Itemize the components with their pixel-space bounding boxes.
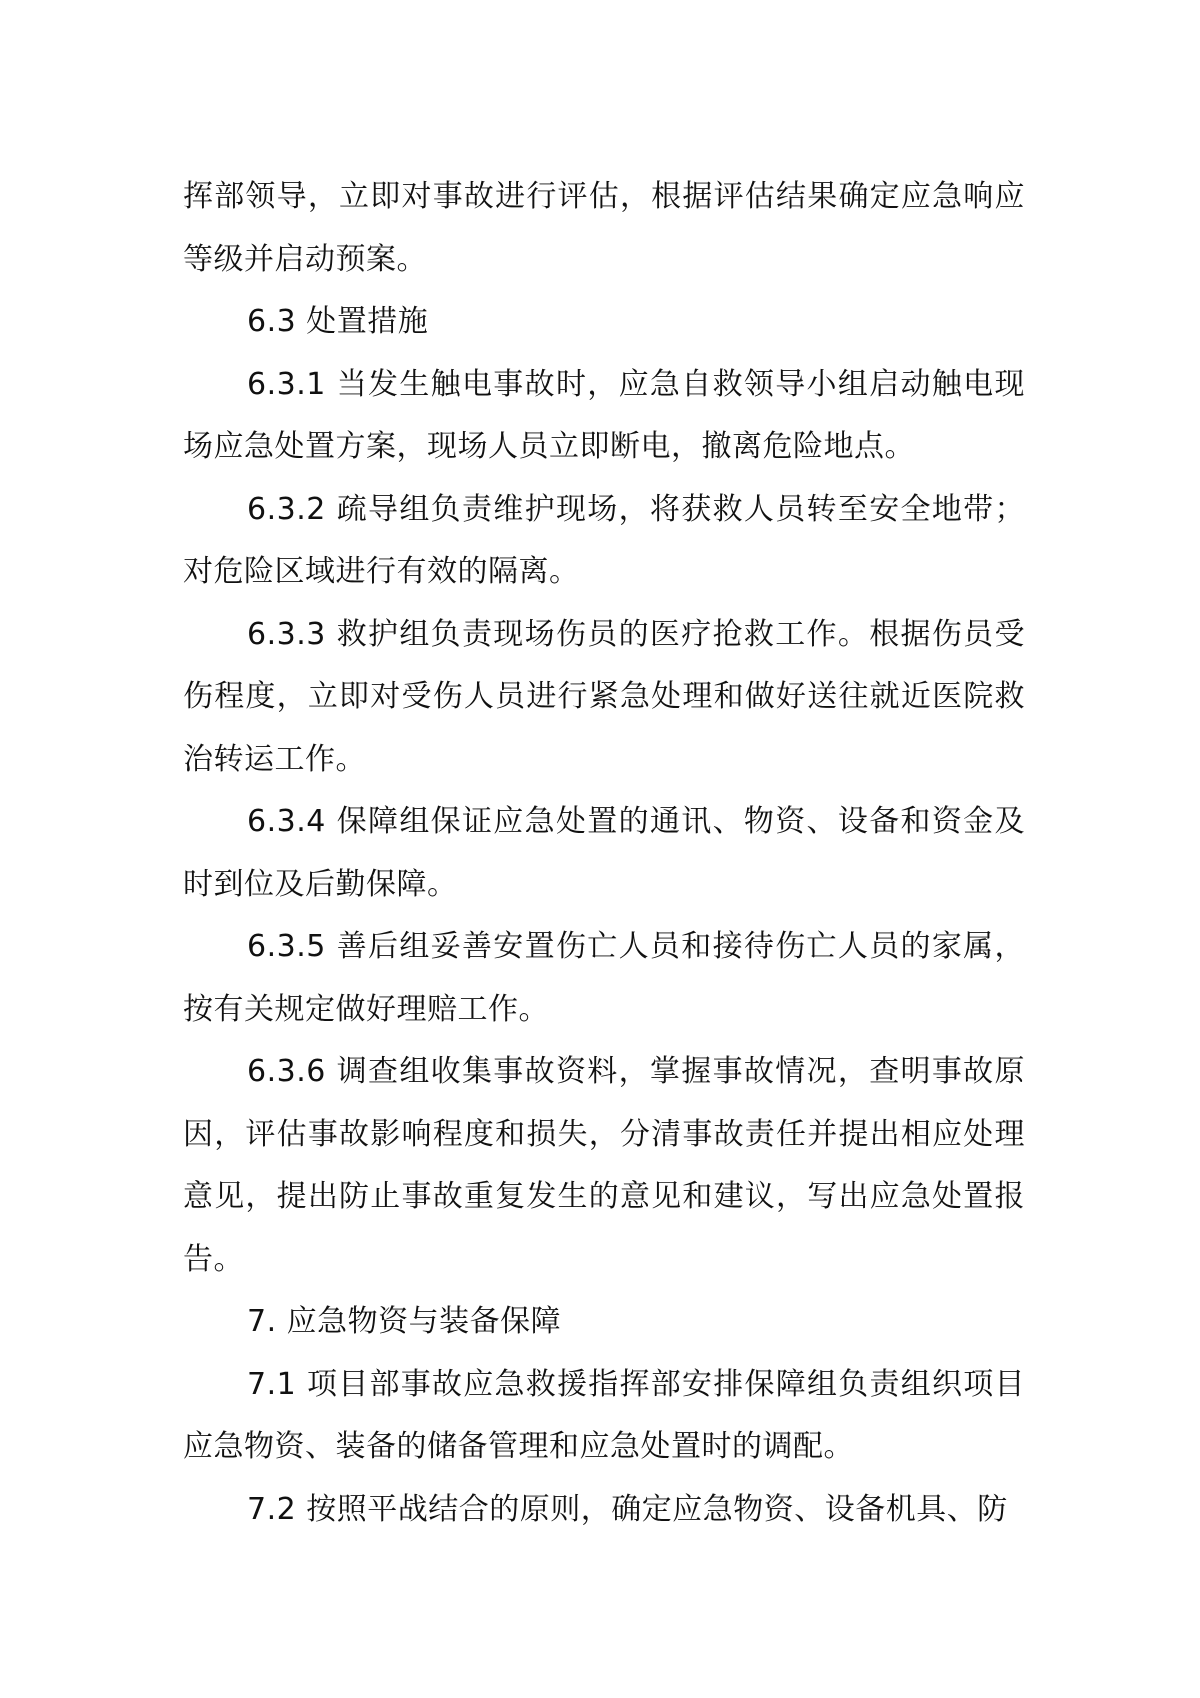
- paragraph-7-1: 7.1 项目部事故应急救援指挥部安排保障组负责组织项目应急物资、装备的储备管理和应急处置时的调配。: [183, 1366, 1025, 1464]
- section-heading-7: 7. 应急物资与装备保障: [247, 1304, 562, 1339]
- section-heading-6-3: 6.3 处置措施: [247, 304, 429, 339]
- paragraph-6-3-4: 6.3.4 保障组保证应急处置的通讯、物资、设备和资金及时到位及后勤保障。: [183, 804, 1025, 902]
- paragraph-continuation: 挥部领导，立即对事故进行评估，根据评估结果确定应急响应等级并启动预案。: [183, 179, 1025, 277]
- paragraph-6-3-6: 6.3.6 调查组收集事故资料，掌握事故情况，查明事故原因，评估事故影响程度和损失，分清事故责任并提出相应处理意见，提出防止事故重复发生的意见和建议，写出应急处置报告。: [183, 1054, 1025, 1277]
- paragraph-7-2: 7.2 按照平战结合的原则，确定应急物资、设备机具、防: [247, 1491, 1008, 1527]
- paragraph-6-3-2: 6.3.2 疏导组负责维护现场，将获救人员转至安全地带；对危险区域进行有效的隔离。: [183, 491, 1025, 589]
- paragraph-6-3-3: 6.3.3 救护组负责现场伤员的医疗抢救工作。根据伤员受伤程度，立即对受伤人员进行紧急处理和做好送往就近医院救治转运工作。: [183, 616, 1025, 777]
- paragraph-6-3-1: 6.3.1 当发生触电事故时，应急自救领导小组启动触电现场应急处置方案，现场人员立即断电，撤离危险地点。: [183, 366, 1025, 464]
- document-body: [183, 166, 1025, 1541]
- paragraph-6-3-5: 6.3.5 善后组妥善安置伤亡人员和接待伤亡人员的家属，按有关规定做好理赔工作。: [183, 929, 1025, 1027]
